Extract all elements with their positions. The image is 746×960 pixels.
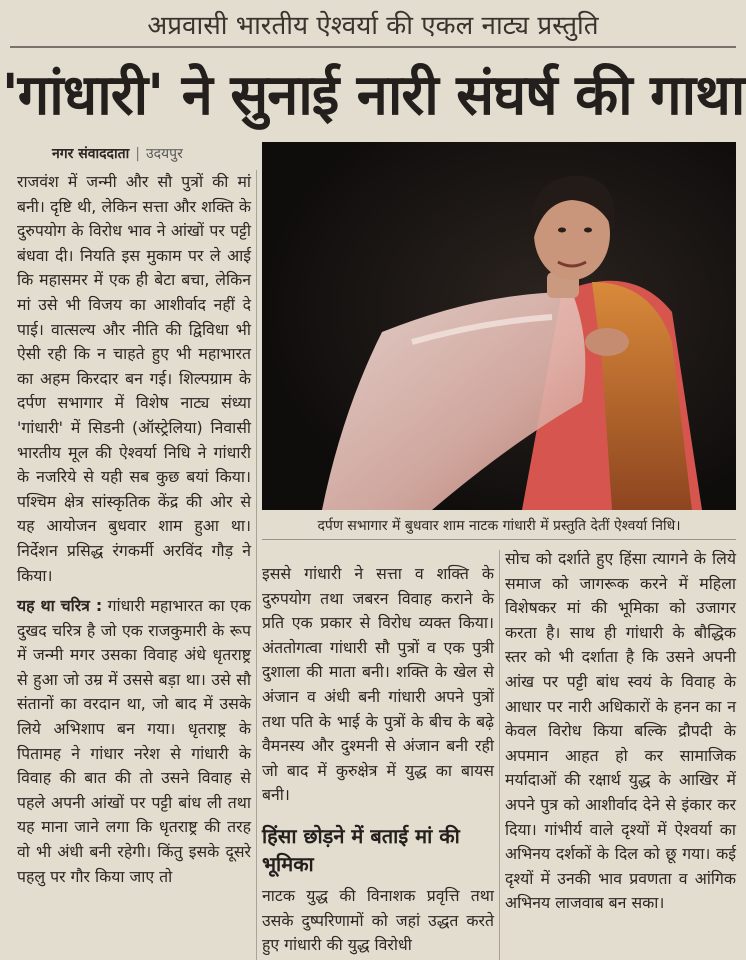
body-paragraph: सोच को दर्शाते हुए हिंसा त्यागने के लिये समाज को जागरूक करने में महिला विशेषकर मां की भूमिका को उजागर करता है। साथ ही गांधारी के बौद्धिक स्तर को भी दर्शाता है कि उसने अपनी आंख पर पट्टी बांध स्वयं के विवाह के आधार पर नारी अधिकारों के हनन का न केवल विरोध किया बल्कि द्रौपदी के अपमान आहत हो कर सामाजिक मर्यादाओं की रक्षार्थ युद्ध के आखिर में अपने पुत्र को आशीर्वाद देने से इंकार कर दिया। गांभीर्य वाले दृश्यों में ऐश्वर्या का अभिनय दर्शकों के दिल को छू गया। कई दृश्यों में उनकी भाव प्रवणता व आंगिक अभिनय लाजवाब बन सका।	[505, 549, 736, 913]
article-column-left	[17, 170, 251, 889]
body-paragraph: राजवंश में जन्मी और सौ पुत्रों की मां बनी। दृष्टि थी, लेकिन सत्ता और शक्ति के दुरुपयोग के विरोध भाव ने आंखों पर पट्टी बंधवा दी। नियति इस मुकाम पर ले आई कि महासमर में एक ही बेटा बचा, लेकिन मां उसे भी विजय का आशीर्वाद नहीं दे पाई। वात्सल्य और नीति की द्विविधा भी ऐसी रही कि न चाहते हुए भी महाभारत का अहम किरदार बन गई। शिल्पग्राम के दर्पण सभागार में विशेष नाट्य संध्या 'गांधारी' में सिडनी (ऑस्ट्रेलिया) निवासी भारतीय मूल की ऐश्वर्या निधि ने गांधारी के नजरिये से यही सब कुछ बयां किया। पश्चिम क्षेत्र सांस्कृतिक केंद्र की ओर से यह आयोजन बुधवार शाम हुआ था। निर्देशन प्रसिद्ध रंगकर्मी अरविंद गौड़ ने किया।	[17, 172, 251, 585]
body-paragraph-with-subhead	[17, 594, 251, 889]
article-kicker: अप्रवासी भारतीय ऐश्वर्या की एकल नाट्य प्रस्तुति	[147, 11, 599, 41]
article-column-middle	[262, 562, 494, 808]
article-column-middle-continued	[262, 884, 494, 958]
byline-place: उदयपुर	[145, 146, 183, 162]
photo-caption: दर्पण सभागार में बुधवार शाम नाटक गांधारी में प्रस्तुति देतीं ऐश्वर्या निधि।	[262, 513, 736, 540]
body-paragraph: इससे गांधारी ने सत्ता व शक्ति के दुरुपयोग तथा जबरन विवाह कराने के प्रति एक प्रकार से विरोध व्यक्त किया। अंततोगत्वा गांधारी सौ पुत्रों व एक पुत्री दुशाला की माता बनी। शक्ति के खेल से अंजान व अंधी बनी गांधारी अपने पुत्रों तथा पति के भाई के पुत्रों के बीच के बढ़े वैमनस्य और दुश्मनी से अंजान बनी रही जो बाद में कुरुक्षेत्र में युद्ध का बायस बनी।	[262, 564, 494, 805]
section-subhead: हिंसा छोड़ने में बताई मां की भूमिका	[262, 824, 460, 876]
byline-reporter: नगर संवाददाता	[52, 146, 130, 162]
performer-illustration	[262, 142, 736, 510]
article-headline: 'गांधारी' ने सुनाई नारी संघर्ष की गाथा	[1, 63, 745, 128]
byline	[52, 143, 183, 165]
performance-photo	[262, 142, 736, 510]
column-divider	[256, 170, 257, 960]
column-divider	[499, 550, 500, 960]
kicker-divider	[10, 46, 736, 48]
inline-subhead: यह था चरित्र :	[17, 596, 103, 616]
body-paragraph: नाटक युद्ध की विनाशक प्रवृत्ति तथा उसके दुष्परिणामों को जहां उद्धत करते हुए गांधारी की युद्ध विरोधी	[262, 886, 494, 955]
body-text: गांधारी महाभारत का एक दुखद चरित्र है जो एक राजकुमारी के रूप में जन्मी मगर उसका विवाह अंधे धृतराष्ट्र से हुआ जो उम्र में उससे बड़ा था। उसे सौ संतानों का वरदान था, जो बाद में उसके लिये अभिशाप बन गया। धृतराष्ट्र के पितामह ने गांधार नरेश से गांधारी के विवाह की बात की तो उसने विवाह से पहले अपनी आंखों पर पट्टी बांध ली तथा यह माना जाने लगा कि धृतराष्ट्र की तरह वो भी अंधी बनी रहेगी। किंतु इसके दूसरे पहलु पर गौर किया जाए तो	[17, 596, 251, 886]
byline-separator: |	[135, 146, 140, 162]
article-column-right	[505, 547, 736, 916]
